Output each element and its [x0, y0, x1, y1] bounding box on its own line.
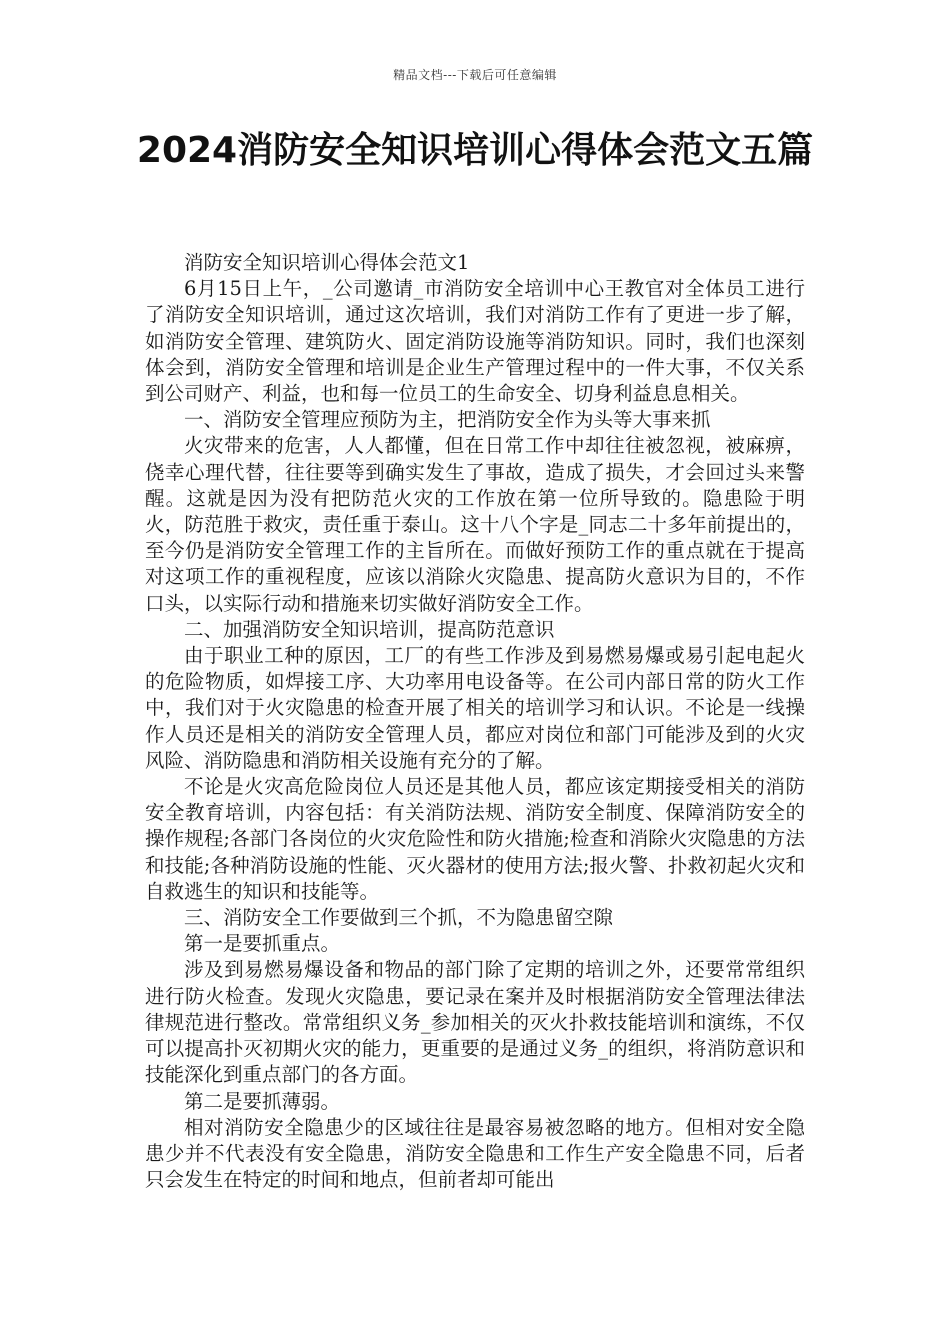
section-heading: 一、消防安全管理应预防为主，把消防安全作为头等大事来抓	[184, 408, 711, 432]
paragraph: 6月15日上午，_公司邀请_市消防安全培训中心王教官对全体员工进行了消防安全知识培训，通过这次培训，我们对消防工作有了更进一步了解，如消防安全管理、建筑防火、固定消防设施等消防知识。同时，我们也深刻体会到，消防安全管理和培训是企业生产管理过程中的一件大事，不仅关系到公司财产、利益，也和每一位员工的生命安全、切身利益息息相关。	[145, 277, 805, 406]
sub-heading: 第一是要抓重点。	[184, 932, 341, 956]
section-heading: 三、消防安全工作要做到三个抓，不为隐患留空隙	[184, 906, 614, 930]
paragraph: 不论是火灾高危险岗位人员还是其他人员，都应该定期接受相关的消防安全教育培训，内容包括：有关消防法规、消防安全制度、保障消防安全的操作规程;各部门各岗位的火灾危险性和防火措施;检查和消除火灾隐患的方法和技能;各种消防设施的性能、灭火器材的使用方法;报火警、扑救初起火灾和自救逃生的知识和技能等。	[145, 775, 805, 903]
header-note: 精品文档---下载后可任意编辑	[393, 68, 557, 82]
document-body	[145, 250, 805, 1193]
section-heading: 二、加强消防安全知识培训，提高防范意识	[184, 617, 555, 641]
sub-heading: 第二是要抓薄弱。	[184, 1089, 341, 1113]
paragraph: 相对消防安全隐患少的区域往往是最容易被忽略的地方。但相对安全隐患少并不代表没有安全隐患，消防安全隐患和工作生产安全隐患不同，后者只会发生在特定的时间和地点，但前者却可能出	[145, 1115, 805, 1192]
paragraph: 由于职业工种的原因，工厂的有些工作涉及到易燃易爆或易引起电起火的危险物质，如焊接工序、大功率用电设备等。在公司内部日常的防火工作中，我们对于火灾隐患的检查开展了相关的培训学习和认识。不论是一线操作人员还是相关的消防安全管理人员，都应对岗位和部门可能涉及到的火灾风险、消防隐患和消防相关设施有充分的了解。	[145, 644, 805, 772]
paragraph: 火灾带来的危害，人人都懂，但在日常工作中却往往被忽视，被麻痹，侥幸心理代替，往往要等到确实发生了事故，造成了损失，才会回过头来警醒。这就是因为没有把防范火灾的工作放在第一位所导致的。隐患险于明火，防范胜于救灾，责任重于泰山。这十八个字是_同志二十多年前提出的，至今仍是消防安全管理工作的主旨所在。而做好预防工作的重点就在于提高对这项工作的重视程度，应该以消除火灾隐患、提高防火意识为目的，不作口头，以实际行动和措施来切实做好消防安全工作。	[145, 434, 805, 615]
document-title: 2024消防安全知识培训心得体会范文五篇	[136, 130, 814, 171]
paragraph: 涉及到易燃易爆设备和物品的部门除了定期的培训之外，还要常常组织进行防火检查。发现火灾隐患，要记录在案并及时根据消防安全管理法律法律规范进行整改。常常组织义务_参加相关的灭火扑救技能培训和演练，不仅可以提高扑灭初期火灾的能力，更重要的是通过义务_的组织，将消防意识和技能深化到重点部门的各方面。	[145, 958, 805, 1087]
section-heading: 消防安全知识培训心得体会范文1	[184, 251, 470, 274]
